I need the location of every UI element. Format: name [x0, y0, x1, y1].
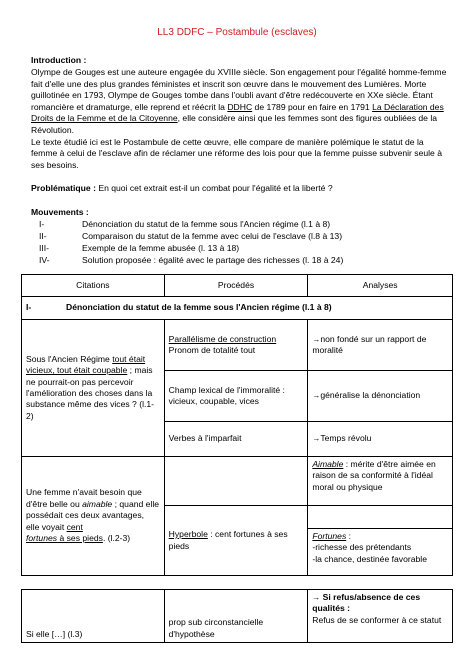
intro-paragraph: Olympe de Gouges est une auteure engagée du XVIIIe siècle. Son engagement pour l'égalité homme-femme fait d'elle une des plus grandes féministes et inscrit son œuvre dans le mouvement des Lumières. Morte guillotinée en 1793, Olympe de Gouges tombe dans l'oubli avant d'être redécouverte en XXe siècle. Étant romancière et dramaturge, elle reprend et réécrit la DDHC de 1789 pour en faire en 1791 La Déclaration des Droits de la Femme et de la Citoyenne, elle considère ainsi que les femmes sont des figures oubliées de la Révolution. Le texte étudié ici est le Postambule de cette œuvre, elle compare de manière polémique le statut de la femme à celui de l'esclave afin de réclamer une réforme des lois pour que la femme puisse subvenir seule à ses besoins. [31, 67, 447, 170]
procede-cell: Verbes à l'imparfait [164, 422, 308, 457]
document-page: LL3 DDFC – Postambule (esclaves) Introduction : Olympe de Gouges est une auteure engagée du XVIIIe siècle. Son engagement pour l'égalité homme-femme fait d'elle une des plus grandes féministes et inscrit son œuvre dans le mouvement des Lumières. Morte guillotinée en 1793, Olympe de Gouges tombe dans l'oubli avant d'être redécouverte en XXe siècle. Étant romancière et dramaturge, elle reprend et réécrit la DDHC de 1789 pour en faire en 1791 La Déclaration des Droits de la Femme et de la Citoyenne, elle considère ainsi que les femmes sont des figures oubliées de la Révolution. Le texte étudié ici est le Postambule de cette œuvre, elle compare de manière polémique le statut de la femme à celui de l'esclave afin de réclamer une réforme des lois pour que la femme puisse subvenir seule à ses besoins. Problématique : En quoi cet extrait est-il un combat pour l'égalité et la liberté ? Mouvements : I- Dénonciation du statut de la femme sous l'Ancien régime (l.1 à 8) II- Comparaison du statut de la femme avec celui de l'esclave (l.8 à 13) III- Exemple de la femme abusée (l. 13 à 18) IV- Solution proposée : égalité avec le partage des richesses (l. 18 à 24) Citations Procédés Analyses I- Dénonciation du statut de la femme sous l'Ancien régime (l.1 à 8) Sous l'Ancien Régime tout était vicieux, tout était coupable ; mais ne pourrait-on pas percevoir l'amélioration des choses dans la substance même des vices ? (l.1-2) Parallélisme de construction Pronom de totalité tout →non fondé sur un rapport de moralité Champ lexical de l'immoralité : vicieux, coupable, vices →généralise la dénonciation Verbes à l'imparfait →Temps révolu Une femme n'avait besoin que d'être belle ou aimable ; quand elle possédait ces deux avantages, elle voyait cent fortunes à ses pieds. (l.2-3) Aimable : mérite d'être aimée en raison de sa conformité à l'idéal moral ou physique Hyperbole : cent fortunes à ses pieds Fortunes : -richesse des prétendants -la chance, destinée favorable Si elle […] (l.3) prop sub circonstancielle d'hypothèse → Si refus/absence de ces qualités : Refus de se conformer à ce statut [0, 0, 474, 670]
problematique: Problématique : En quoi cet extrait est-il un combat pour l'égalité et la liberté ? [31, 183, 333, 193]
table-row [22, 457, 453, 506]
analyse-cell: →Temps révolu [308, 422, 453, 457]
ddhc-link: DDHC [227, 101, 253, 112]
arrow-icon: → [312, 593, 321, 602]
intro-heading: Introduction : [31, 55, 87, 65]
header-procedes: Procédés [164, 275, 308, 297]
procede-cell: prop sub circonstancielle d'hypothèse [164, 590, 308, 643]
analyse-cell: → Si refus/absence de ces qualités : Refus de se conformer à ce statut [308, 590, 453, 643]
table-row [22, 320, 453, 371]
procede-cell: Hyperbole : cent fortunes à ses pieds [164, 506, 308, 576]
header-citations: Citations [22, 275, 165, 297]
procede-cell: Champ lexical de l'immoralité : vicieux, coupable, vices [164, 371, 308, 422]
table-section-row: I- Dénonciation du statut de la femme sous l'Ancien régime (l.1 à 8) [22, 297, 453, 320]
arrow-icon: → [312, 434, 321, 444]
arrow-icon: → [312, 334, 321, 344]
citation-cell: Sous l'Ancien Régime tout était vicieux, tout était coupable ; mais ne pourrait-on pas percevoir l'amélioration des choses dans la substance même des vices ? (l.1-2) [22, 320, 165, 457]
analyse-cell: →généralise la dénonciation [308, 371, 453, 422]
mouvements-heading: Mouvements : [31, 207, 89, 217]
analyse-cell: →non fondé sur un rapport de moralité [308, 320, 453, 371]
citation-cell: Si elle […] (l.3) [22, 590, 165, 643]
document-title: LL3 DDFC – Postambule (esclaves) [157, 27, 317, 38]
analysis-table [21, 274, 453, 576]
intro-paragraph-2: Le texte étudié ici est le Postambule de cette œuvre, elle compare de manière polémique le statut de la femme à celui de l'esclave afin de réclamer une réforme des lois pour que la femme puisse subvenir seule à ses besoins. [31, 136, 443, 170]
table-header-row [22, 275, 453, 297]
analyse-cell: Fortunes : -richesse des prétendants -la chance, destinée favorable [308, 529, 453, 576]
procede-cell [164, 457, 308, 506]
table-row [22, 590, 453, 643]
citation-cell: Une femme n'avait besoin que d'être belle ou aimable ; quand elle possédait ces deux avantages, elle voyait cent fortunes à ses pieds. (l.2-3) [22, 457, 165, 576]
analyse-cell [308, 506, 453, 529]
header-analyses: Analyses [308, 275, 453, 297]
analysis-table-continued [21, 589, 453, 643]
arrow-icon: → [312, 391, 321, 401]
analyse-cell: Aimable : mérite d'être aimée en raison de sa conformité à l'idéal moral ou physique [308, 457, 453, 506]
ddfc-title: La Déclaration des Droits de la Femme et de la Citoyenne [31, 101, 444, 124]
procede-cell: Parallélisme de construction Pronom de totalité tout [164, 320, 308, 371]
